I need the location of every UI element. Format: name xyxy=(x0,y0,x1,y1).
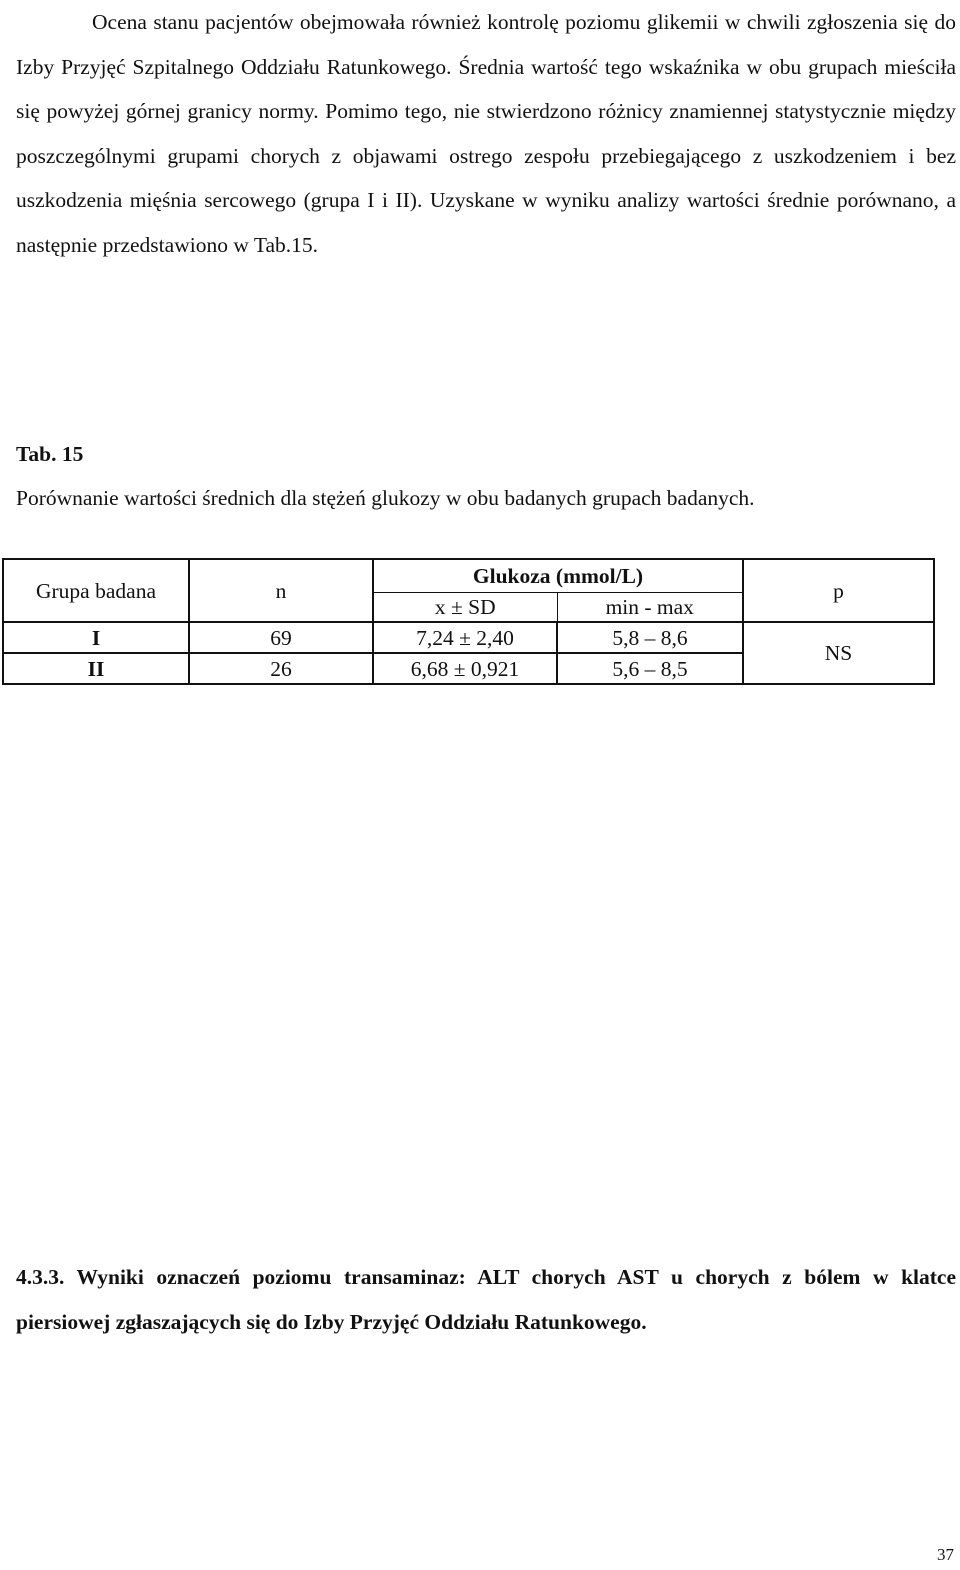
table-caption: Porównanie wartości średnich dla stężeń glukozy w obu badanych grupach badanych. xyxy=(16,486,755,510)
row-mean-sd: 7,24 ± 2,40 xyxy=(373,622,557,653)
header-mean-sd: x ± SD xyxy=(373,593,557,623)
table-row xyxy=(3,622,934,653)
row-min-max: 5,6 – 8,5 xyxy=(557,653,743,684)
section-heading: 4.3.3. Wyniki oznaczeń poziomu transaminaz: ALT chorych AST u chorych z bólem w klatce piersiowej zgłaszających się do Izby Przyjęć Oddziału Ratunkowego. xyxy=(16,1265,956,1334)
header-glucose: Glukoza (mmol/L) xyxy=(373,559,743,593)
row-min-max: 5,8 – 8,6 xyxy=(557,622,743,653)
row-group: I xyxy=(3,622,189,653)
header-min-max: min - max xyxy=(557,593,743,623)
p-value: NS xyxy=(743,622,934,684)
row-n: 69 xyxy=(189,622,373,653)
header-p: p xyxy=(743,559,934,622)
header-n: n xyxy=(189,559,373,622)
table-label: Tab. 15 xyxy=(16,442,84,466)
row-n: 26 xyxy=(189,653,373,684)
body-paragraph: Ocena stanu pacjentów obejmowała również kontrolę poziomu glikemii w chwili zgłoszenia się do Izby Przyjęć Szpitalnego Oddziału Ratunkowego. Średnia wartość tego wskaźnika w obu grupach mieściła się powyżej górnej granicy normy. Pomimo tego, nie stwierdzono różnicy znamiennej statystycznie między poszczególnymi grupami chorych z objawami ostrego zespołu przebiegającego z uszkodzeniem i bez uszkodzenia mięśnia sercowego (grupa I i II). Uzyskane w wyniku analizy wartości średnie porównano, a następnie przedstawiono w Tab.15. xyxy=(16,10,956,257)
page-number: 37 xyxy=(937,1545,954,1564)
row-group: II xyxy=(3,653,189,684)
glucose-table xyxy=(2,558,935,685)
header-group: Grupa badana xyxy=(3,559,189,622)
row-mean-sd: 6,68 ± 0,921 xyxy=(373,653,557,684)
